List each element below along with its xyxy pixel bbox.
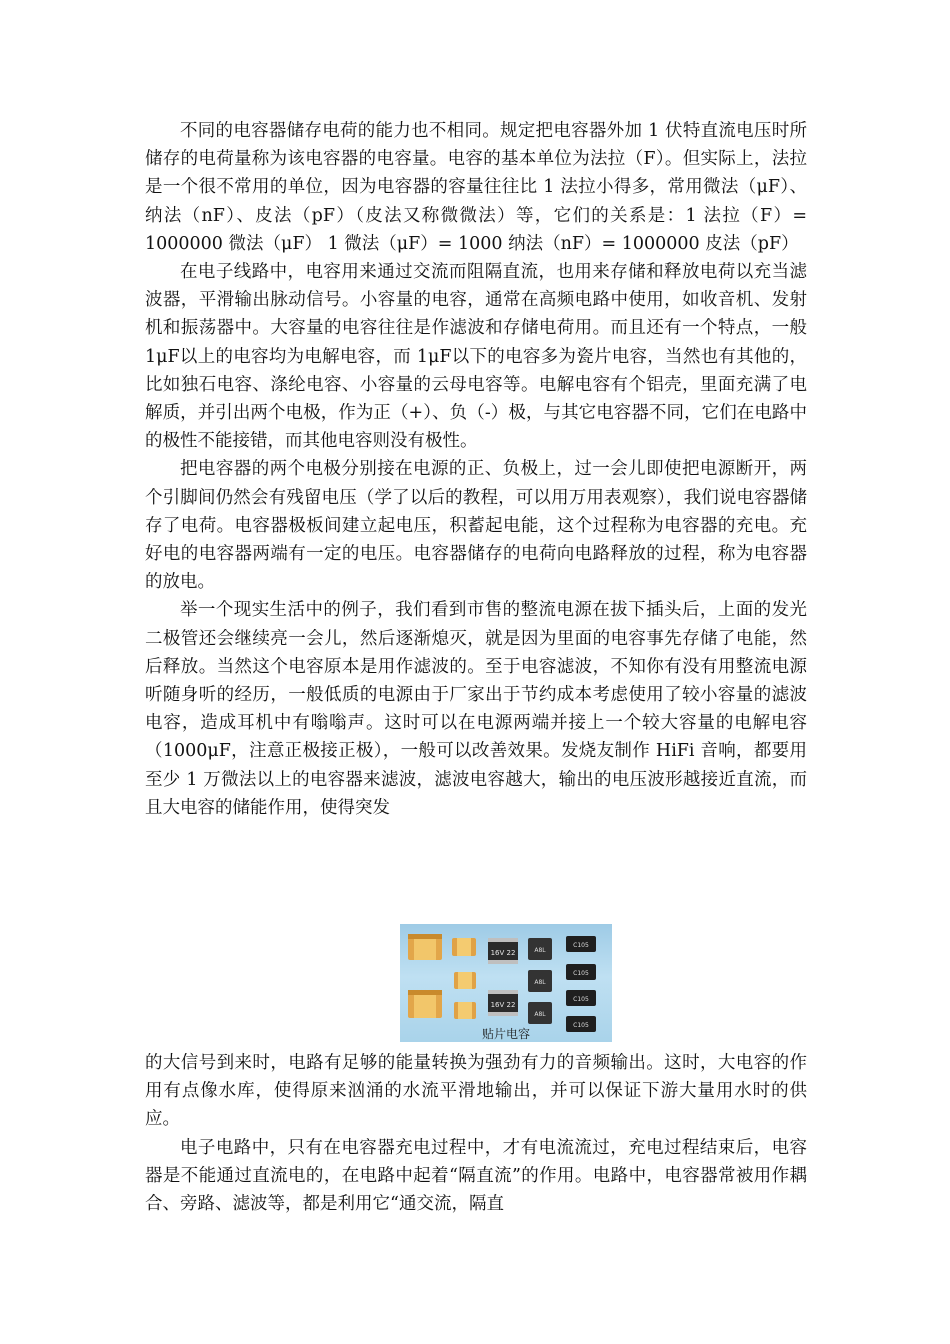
paragraph-charging: 把电容器的两个电极分别接在电源的正、负极上，过一会儿即使把电源断开，两个引脚间仍然会有残留电压（学了以后的教程，可以用万用表观察），我们说电容器储存了电荷。电容器极板间建立起电压，积蓄起电能，这个过程称为电容器的充电。充好电的电容器两端有一定的电压。电容器储存的电荷向电路释放的过程，称为电容器的放电。 xyxy=(145,459,807,593)
chip-a8l-3 xyxy=(528,1002,552,1024)
smd-capacitor-illustration xyxy=(400,924,612,1042)
chip-label: A8L xyxy=(534,1011,546,1018)
paragraph-capacitor-usage: 在电子线路中，电容用来通过交流而阻隔直流，也用来存储和释放电荷以充当滤波器，平滑输出脉动信号。小容量的电容，通常在高频电路中使用，如收音机、发射机和振荡器中。大容量的电容往往是作滤波和存储电荷用。而且还有一个特点，一般 1μF以上的电容均为电解电容，而 1μF以下的电容多为瓷片电容，当然也有其他的，比如独石电容、涤纶电容、小容量的云母电容等。电解电容有个铝壳，里面充满了电解质，并引出两个电极，作为正（+）、负（-）极，与其它电容器不同，它们在电路中的极性不能接错，而其他电容则没有极性。 xyxy=(145,262,807,452)
chip-label: 16V 22 xyxy=(490,949,516,957)
chip-label: C105 xyxy=(573,942,589,949)
chip-c105-1 xyxy=(566,936,596,952)
paragraph-capacitance-definition: 不同的电容器储存电荷的能力也不相同。规定把电容器外加 1 伏特直流电压时所储存的电荷量称为该电容器的电容量。电容的基本单位为法拉（F）。但实际上，法拉是一个很不常用的单位，因为电容器的容量往往比 1 法拉小得多，常用微法（μF）、纳法（nF）、皮法（pF）（皮法又称微微法）等，它们的关系是：1 法拉（F）= 1000000 微法（μF） 1 微法（μF）= 1000 纳法（nF）= 1000000 皮法（pF） xyxy=(145,121,807,254)
paragraph-real-life-example: 举一个现实生活中的例子，我们看到市售的整流电源在拔下插头后，上面的发光二极管还会继续亮一会儿，然后逐渐熄灭，就是因为里面的电容事先存储了电能，然后释放。当然这个电容原本是用作滤波的。至于电容滤波，不知你有没有用整流电源听随身听的经历，一般低质的电源由于厂家出于节约成本考虑使用了较小容量的滤波电容，造成耳机中有嗡嗡声。这时可以在电源两端并接上一个较大容量的电解电容（1000μF，注意正极接正极），一般可以改善效果。发烧友制作 HiFi 音响，都要用至少 1 万微法以上的电容器来滤波，滤波电容越大，输出的电压波形越接近直流，而且大电容的储能作用，使得突发 xyxy=(145,600,807,818)
chip-label: A8L xyxy=(534,947,546,954)
chip-c105-3 xyxy=(566,990,596,1006)
chip-16v-top xyxy=(488,938,518,964)
smd-capacitor-photo xyxy=(400,924,612,1042)
chip-label: C105 xyxy=(573,970,589,977)
paragraph-continuation: 的大信号到来时，电路有足够的能量转换为强劲有力的音频输出。这时，大电容的作用有点像水库，使得原来汹涌的水流平滑地输出，并可以保证下游大量用水时的供应。 xyxy=(145,1053,807,1130)
tantalum-capacitor-small-top xyxy=(452,938,476,956)
chip-a8l-1 xyxy=(528,938,552,960)
tantalum-capacitor-large-bottom xyxy=(408,990,442,1018)
chip-c105-2 xyxy=(566,964,596,980)
tantalum-capacitor-large-top xyxy=(408,934,442,960)
chip-label: 16V 22 xyxy=(490,1001,516,1009)
chip-label: C105 xyxy=(573,1022,589,1029)
chip-label: A8L xyxy=(534,979,546,986)
tantalum-capacitor-small-mid xyxy=(454,972,476,989)
tantalum-capacitor-small-bottom xyxy=(454,1002,476,1019)
body-text-upper xyxy=(145,117,807,822)
chip-16v-bottom xyxy=(488,990,518,1016)
body-text-lower xyxy=(145,1049,807,1218)
chip-a8l-2 xyxy=(528,970,552,992)
paragraph-dc-blocking: 电子电路中，只有在电容器充电过程中，才有电流流过，充电过程结束后，电容器是不能通过直流电的，在电路中起着“隔直流”的作用。电路中，电容器常被用作耦合、旁路、滤波等，都是利用它“通交流，隔直 xyxy=(145,1137,807,1215)
chip-label: C105 xyxy=(573,996,589,1003)
figure-caption: 贴片电容 xyxy=(481,1027,530,1041)
